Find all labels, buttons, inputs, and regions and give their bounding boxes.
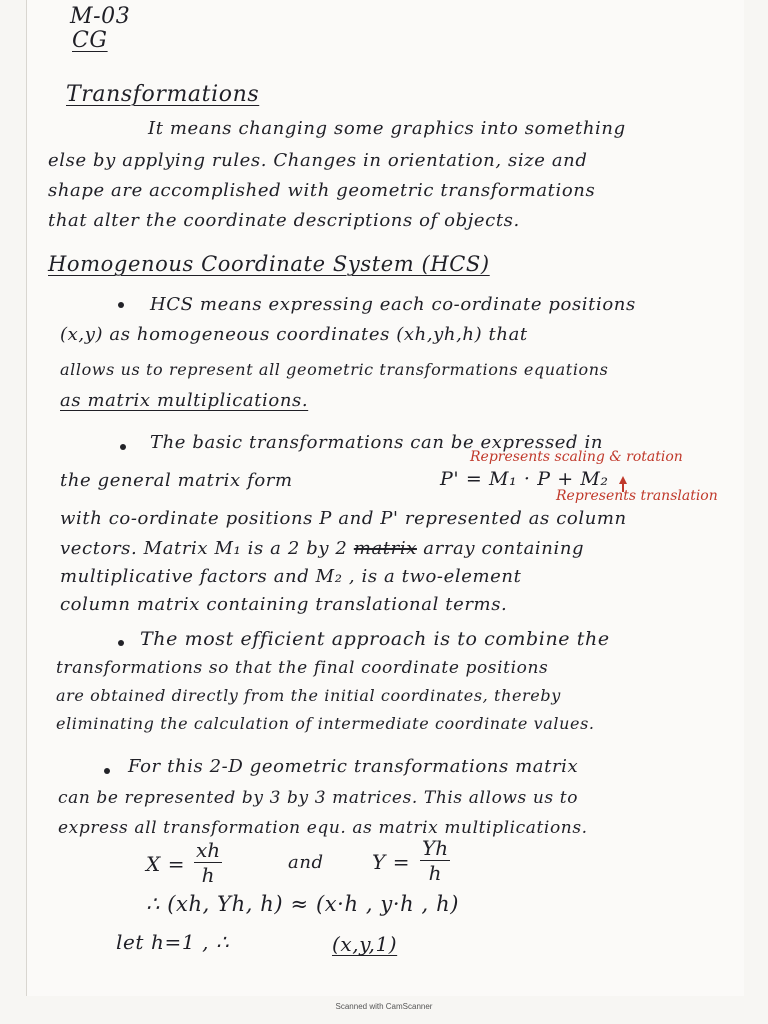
paragraph-text: vectors. Matrix M₁ is a 2 by 2 [60, 538, 348, 559]
fraction-denominator: h [201, 863, 215, 887]
page-title: Transformations [66, 82, 260, 107]
paragraph-line: transformations so that the final coordinate positions [56, 658, 549, 678]
paragraph-line: are obtained directly from the initial coordinates, thereby [56, 686, 561, 705]
paragraph-line: with co-ordinate positions P and P' represented as column [60, 508, 627, 529]
subject-label: CG [72, 28, 108, 53]
bullet-point [118, 640, 124, 646]
annotation-arrow [619, 476, 627, 484]
paragraph-line [60, 538, 584, 559]
paragraph-line: The basic transformations can be expressed in [150, 432, 604, 453]
module-label: M-03 [70, 4, 131, 29]
bullet-point [118, 302, 124, 308]
page-margin-line [26, 0, 27, 996]
bullet-point [120, 444, 126, 450]
intro-line: that alter the coordinate descriptions of objects. [48, 210, 520, 231]
formula-and: and [288, 852, 324, 873]
bullet-point [104, 768, 110, 774]
fraction-numerator: Yh [422, 836, 449, 860]
paragraph-line: the general matrix form [60, 470, 293, 491]
paragraph-line: as matrix multiplications. [60, 390, 309, 411]
fraction-denominator: h [428, 861, 442, 885]
formula-y-fraction [420, 836, 450, 885]
formula-therefore: ∴ (xh, Yh, h) ≈ (x·h , y·h , h) [146, 892, 460, 916]
paragraph-line: express all transformation equ. as matrix multiplications. [58, 818, 588, 838]
paragraph-line: For this 2-D geometric transformations matrix [128, 756, 579, 777]
annotation-translation: Represents translation [556, 488, 718, 504]
formula-result: (x,y,1) [332, 932, 398, 956]
paragraph-text: array containing [423, 538, 585, 559]
paragraph-line: can be represented by 3 by 3 matrices. This allows us to [58, 788, 579, 808]
matrix-equation: P' = M₁ · P + M₂ [440, 468, 609, 490]
formula-y-lhs: Y = [372, 850, 411, 874]
formula-x-fraction [194, 838, 222, 887]
paragraph-line: multiplicative factors and M₂ , is a two-element [60, 566, 522, 587]
fraction-numerator: xh [196, 838, 221, 862]
annotation-scaling-rotation: Represents scaling & rotation [470, 449, 683, 465]
paragraph-line: eliminating the calculation of intermediate coordinate values. [56, 714, 595, 733]
formula-x-lhs: X = [146, 852, 186, 876]
scanner-watermark: Scanned with CamScanner [335, 1002, 433, 1011]
intro-line: It means changing some graphics into something [148, 118, 626, 139]
paragraph-line: The most efficient approach is to combine the [140, 628, 610, 650]
formula-let: let h=1 , ∴ [116, 930, 230, 954]
paragraph-line: HCS means expressing each co-ordinate positions [150, 294, 636, 315]
paragraph-line: column matrix containing translational terms. [60, 594, 508, 615]
intro-line: else by applying rules. Changes in orientation, size and [48, 150, 588, 171]
section-heading: Homogenous Coordinate System (HCS) [48, 252, 490, 276]
struck-word: matrix [353, 538, 417, 559]
intro-line: shape are accomplished with geometric transformations [48, 180, 596, 201]
paragraph-line: allows us to represent all geometric transformations equations [60, 360, 609, 379]
paragraph-line: (x,y) as homogeneous coordinates (xh,yh,h) that [60, 324, 528, 345]
